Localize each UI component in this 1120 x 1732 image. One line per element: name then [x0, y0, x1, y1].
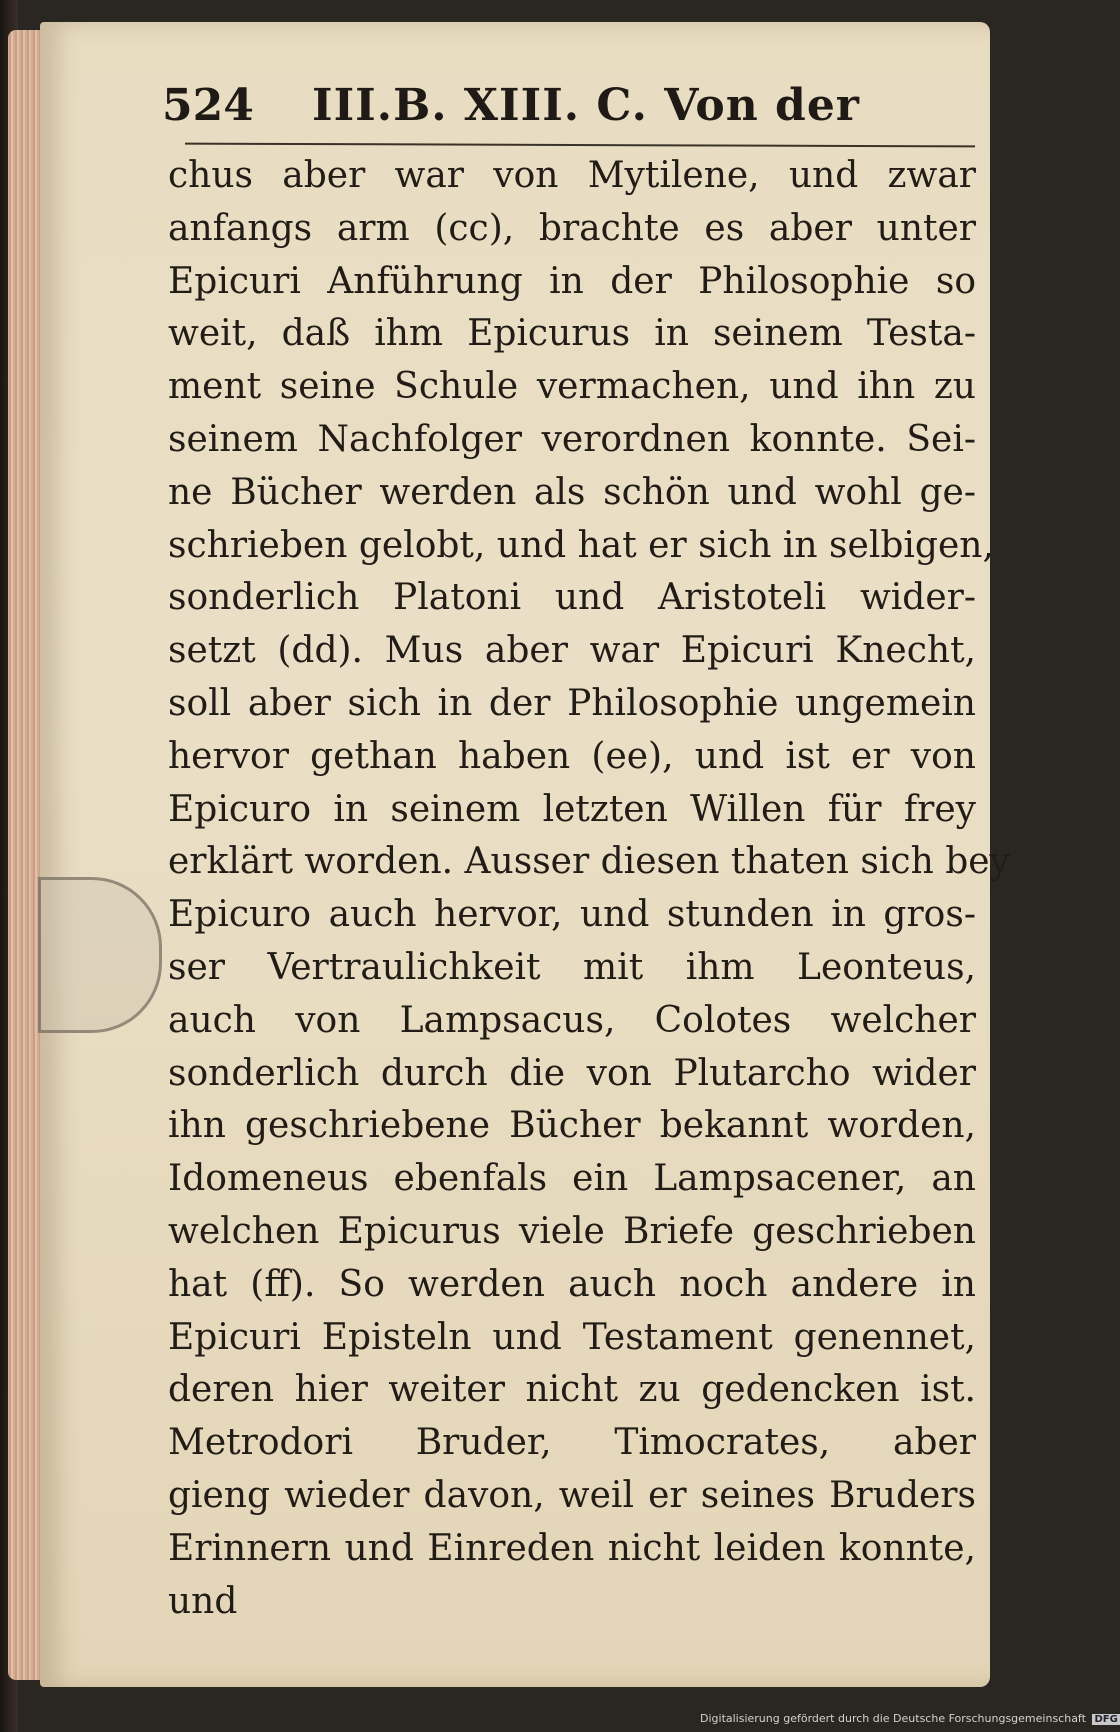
page-header — [162, 72, 982, 142]
text-line: ne Bücher werden als schön und wohl ge- — [168, 471, 976, 513]
text-line: Metrodori Bruder, Timocrates, aber — [168, 1422, 976, 1464]
text-line: auch von Lampsacus, Colotes welcher — [168, 999, 976, 1041]
text-line: ser Vertraulichkeit mit ihm Leonteus, — [168, 946, 976, 988]
text-line: Epicuri Anführung in der Philosophie so — [168, 260, 976, 302]
body-text — [168, 150, 1010, 1628]
text-line: gieng wieder davon, weil er seines Bruders — [168, 1474, 976, 1516]
text-line: chus aber war von Mytilene, und zwar — [168, 155, 976, 196]
text-line: weit, daß ihm Epicurus in seinem Testa- — [168, 313, 976, 355]
text-line: Erinnern und Einreden nicht leiden konnte, — [168, 1527, 976, 1569]
text-line: Idomeneus ebenfals ein Lampsacener, an — [168, 1158, 976, 1200]
text-line: schrieben gelobt, und hat er sich in selbigen, — [168, 524, 994, 566]
text-line: setzt (dd). Mus aber war Epicuri Knecht, — [168, 630, 976, 672]
catchword: und — [168, 1580, 238, 1622]
text-line: hervor gethan haben (ee), und ist er von — [168, 735, 976, 777]
text-line: erklärt worden. Ausser diesen thaten sich bey — [168, 841, 1010, 883]
dfg-logo: DFG — [1094, 1714, 1118, 1725]
text-line: seinem Nachfolger verordnen konnte. Sei- — [168, 418, 976, 460]
text-line: ihn geschriebene Bücher bekannt worden, — [168, 1105, 976, 1147]
text-line: deren hier weiter nicht zu gedencken ist. — [168, 1369, 976, 1411]
text-line: hat (ff). So werden auch noch andere in — [168, 1263, 976, 1305]
running-head: III.B. XIII. C. Von der — [312, 80, 860, 131]
text-line: Epicuro auch hervor, und stunden in gros- — [168, 894, 976, 936]
footer-text: Digitalisierung gefördert durch die Deutsche Forschungsgemeinschaft — [700, 1712, 1086, 1725]
text-line: Epicuro in seinem letzten Willen für frey — [168, 788, 976, 830]
text-line: soll aber sich in der Philosophie ungemein — [168, 682, 976, 724]
text-line: welchen Epicurus viele Briefe geschrieben — [168, 1210, 976, 1252]
text-line: sonderlich durch die von Plutarcho wider — [168, 1052, 976, 1094]
clip-tab — [38, 877, 162, 1033]
digitization-footer — [700, 1712, 1118, 1732]
text-line: ment seine Schule vermachen, und ihn zu — [168, 366, 976, 408]
text-line: anfangs arm (cc), brachte es aber unter — [168, 207, 976, 249]
text-line: Epicuri Episteln und Testament genennet, — [168, 1316, 976, 1358]
text-line: sonderlich Platoni und Aristoteli wider- — [168, 577, 976, 619]
page-number: 524 — [162, 80, 254, 131]
